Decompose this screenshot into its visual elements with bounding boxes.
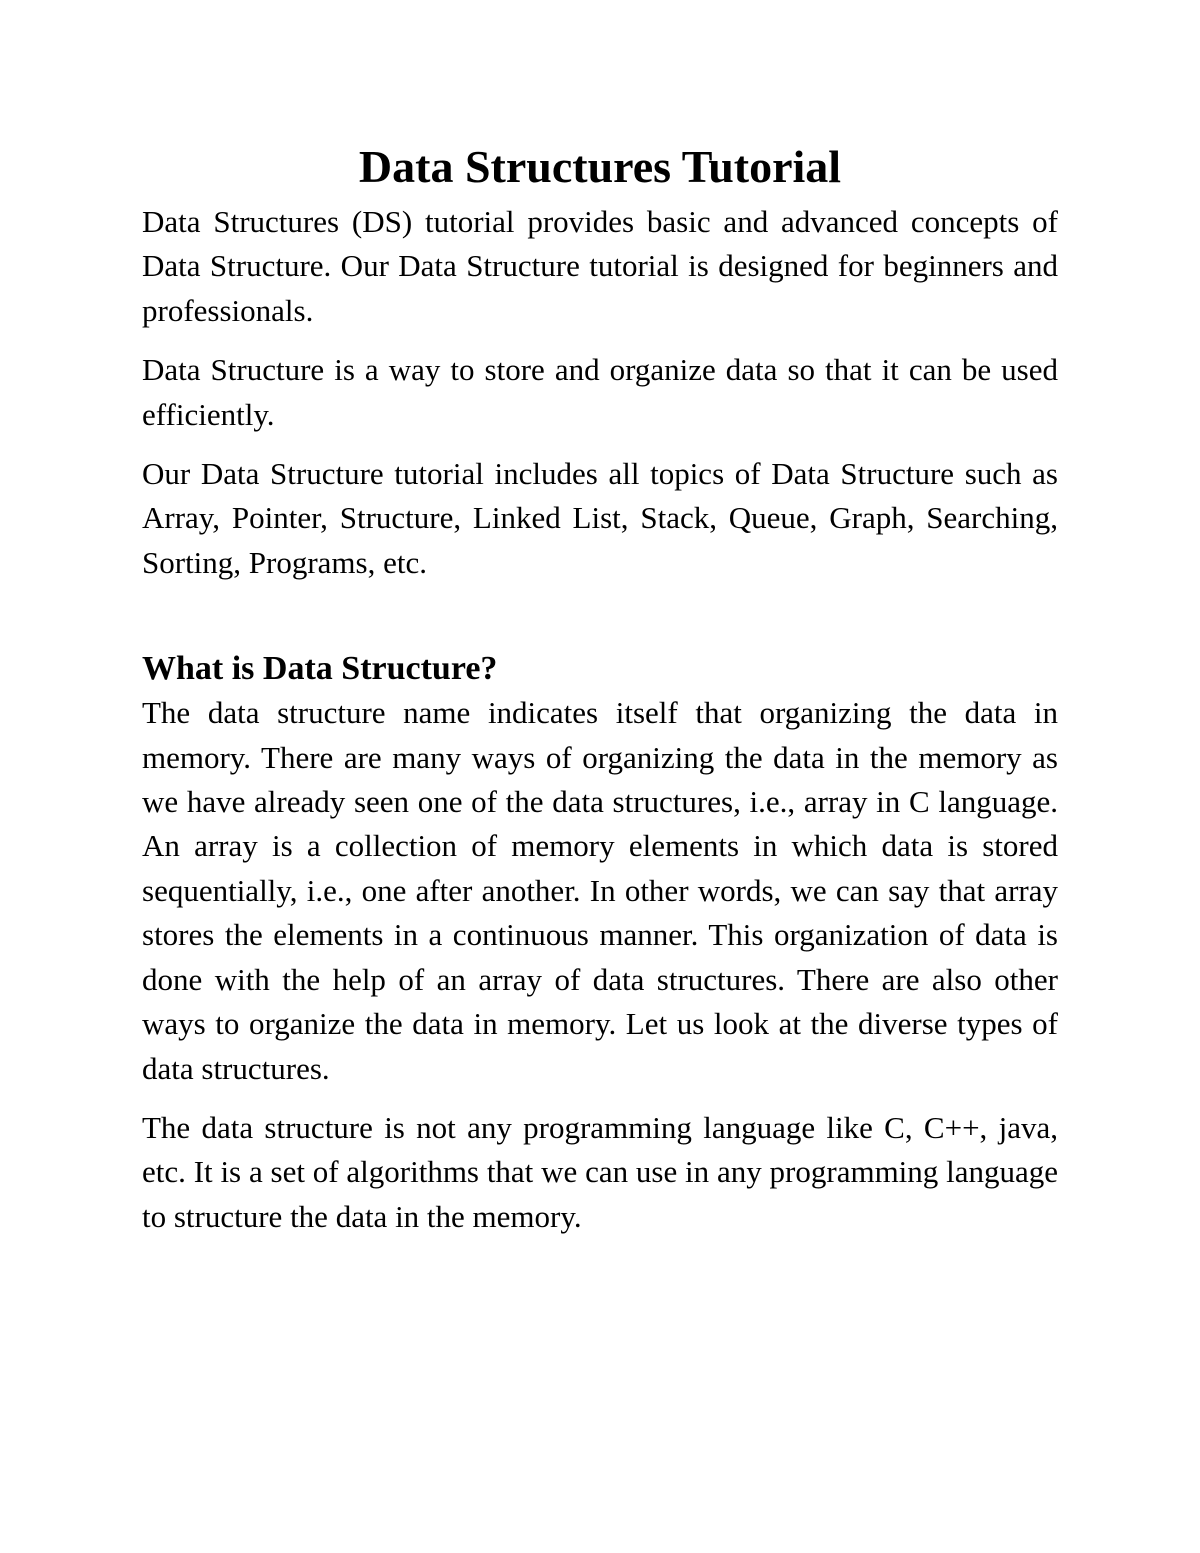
- paragraph-spacer: [142, 333, 1058, 348]
- section-heading: What is Data Structure?: [142, 650, 498, 688]
- intro-paragraph-1: Data Structures (DS) tutorial provides basic and advanced concepts of Data Structure. Our Data Structure tutorial is designed for beginners and professionals.: [142, 204, 1058, 328]
- intro-paragraph-3: Our Data Structure tutorial includes all topics of Data Structure such as Array, Pointer, Structure, Linked List, Stack, Queue, Graph, Searching, Sorting, Programs, etc.: [142, 456, 1058, 580]
- section-spacer: [142, 585, 1058, 647]
- paragraph-spacer: [142, 437, 1058, 452]
- section-paragraph-2: The data structure is not any programming language like C, C++, java, etc. It is a set of algorithms that we can use in any programming language to structure the data in the memory.: [142, 1109, 1058, 1234]
- intro-paragraph-2: Data Structure is a way to store and organize data so that it can be used efficiently.: [142, 352, 1058, 432]
- page-title: Data Structures Tutorial: [358, 141, 842, 192]
- section-paragraph-1: The data structure name indicates itself that organizing the data in memory. There are many ways of organizing the data in the memory as we have already seen one of the data structures, i.e., array in C language. An array is a collection of memory elements in which data is stored sequentially, i.e., one after another. In other words, we can say that array stores the elements in a continuous manner. This organization of data is done with the help of an array of data structures. There are also other ways to organize the data in memory. Let us look at the diverse types of data structures.: [142, 695, 1058, 1086]
- document-body: [142, 140, 1058, 1239]
- paragraph-spacer: [142, 1091, 1058, 1106]
